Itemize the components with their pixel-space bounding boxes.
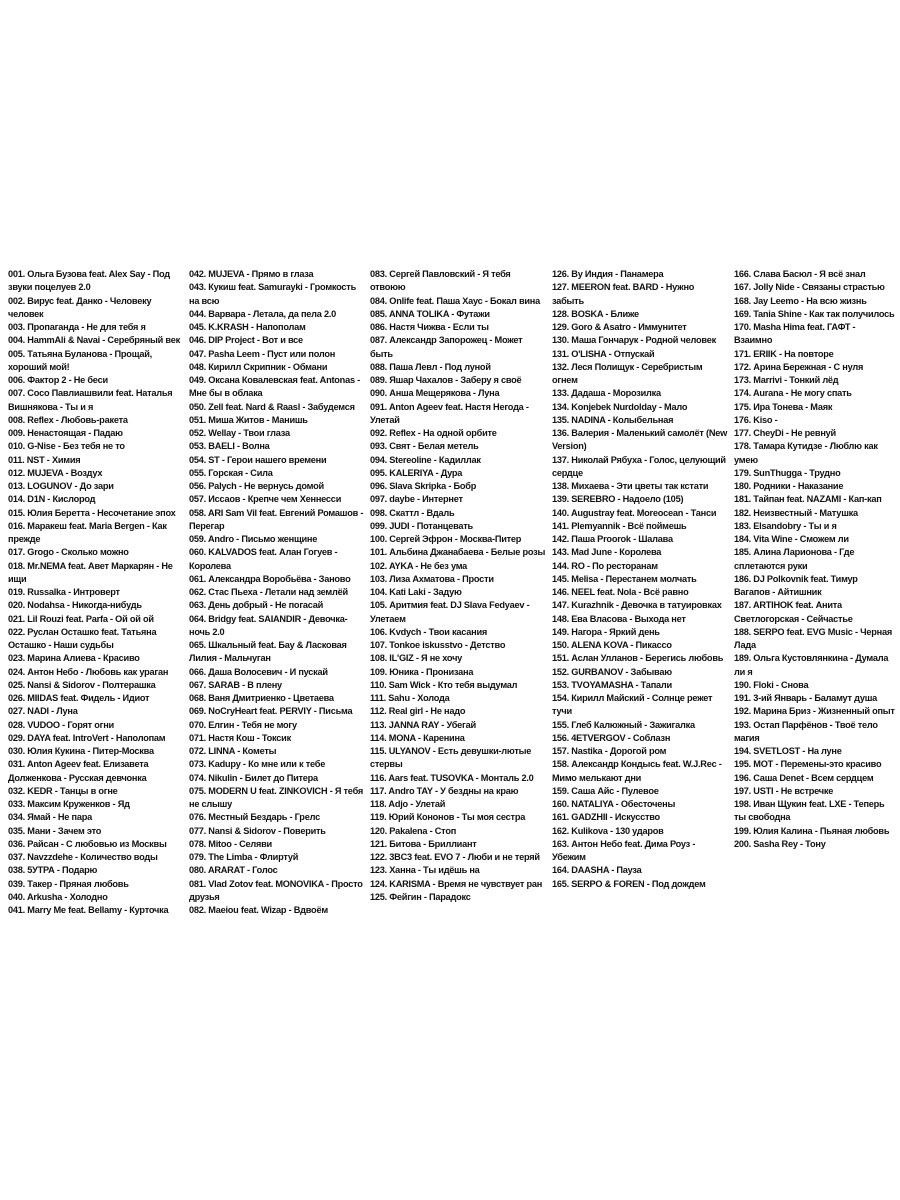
track-item: 174. Aurana - Не могу спать <box>734 388 852 400</box>
track-item: 171. ERIIK - На повторе <box>734 348 834 360</box>
track-item: 036. Райсан - С любовью из Москвы <box>8 838 167 850</box>
track-item: 196. Саша Denet - Всем сердцем <box>734 772 874 784</box>
track-item: 112. Real girl - Не надо <box>370 706 466 718</box>
track-item: 082. Maeiou feat. Wizap - Вдвоём <box>189 905 328 916</box>
track-item: 011. NST - Химия <box>8 454 81 466</box>
track-item: 045. K.KRASH - Напополам <box>189 322 306 333</box>
track-item: 014. D1N - Кислород <box>8 494 96 506</box>
track-item: 091. Anton Ageev feat. Настя Негода - Улетай <box>370 401 529 426</box>
track-item: 185. Алина Ларионова - Где сплетаются руки <box>734 547 855 572</box>
track-item: 141. Plemyannik - Всё поймешь <box>552 520 687 532</box>
track-item: 145. Melisa - Перестанем молчать <box>552 573 697 585</box>
track-item: 085. ANNA TOLIKA - Футажи <box>370 308 490 320</box>
track-item: 187. ARTIHOK feat. Анита Светлогорская - Сейчастье <box>734 600 853 625</box>
track-item: 057. Иссаов - Крепче чем Хеннесси <box>189 494 342 506</box>
track-item: 019. Russalka - Интроверт <box>8 587 120 598</box>
track-item: 199. Юлия Калина - Пьяная любовь <box>734 825 890 837</box>
track-item: 165. SERPO & FOREN - Под дождем <box>552 878 706 890</box>
track-item: 041. Marry Me feat. Bellamy - Курточка <box>8 905 169 916</box>
track-item: 134. Konjebek Nurdolday - Мало <box>552 401 688 413</box>
track-item: 028. VUDOO - Горят огни <box>8 719 114 731</box>
track-item: 010. G-Nise - Без тебя не то <box>8 441 125 453</box>
track-item: 108. IL'GIZ - Я не хочу <box>370 653 463 665</box>
track-item: 013. LOGUNOV - До зари <box>8 481 114 492</box>
track-item: 044. Варвара - Летала, да пела 2.0 <box>189 308 337 320</box>
track-item: 158. Александр Кондысь feat. W.J.Rec - Мимо мелькают дни <box>552 759 722 784</box>
track-item: 191. 3-ий Январь - Баламут душа <box>734 693 878 704</box>
track-item: 164. DAASHA - Пауза <box>552 865 642 877</box>
track-item: 129. Goro & Asatro - Иммунитет <box>552 322 687 333</box>
track-item: 123. Ханна - Ты идёшь на <box>370 865 480 877</box>
track-item: 009. Ненастоящая - Падаю <box>8 428 123 439</box>
track-item: 081. Vlad Zotov feat. MONOVIKA - Просто друзья <box>189 878 363 903</box>
track-item: 142. Паша Proorok - Шалава <box>552 534 673 545</box>
track-item: 060. KALVADOS feat. Алан Гогуев - Королева <box>189 547 338 572</box>
track-item: 059. Andro - Письмо женщине <box>189 534 318 545</box>
track-item: 046. DIP Project - Вот и все <box>189 335 303 347</box>
track-item: 074. Nikulin - Билет до Питера <box>189 772 318 784</box>
tracklist-column-5 <box>734 268 896 936</box>
track-item: 180. Родники - Наказание <box>734 481 844 492</box>
track-item: 146. NEEL feat. Nola - Всё равно <box>552 587 689 598</box>
track-item: 051. Миша Житов - Манишь <box>189 414 308 426</box>
track-item: 094. Stereoline - Кадиллак <box>370 454 481 466</box>
track-item: 054. ST - Герои нашего времени <box>189 454 327 466</box>
track-item: 039. Такер - Пряная любовь <box>8 878 129 890</box>
track-item: 038. 5УТРА - Подарю <box>8 865 98 877</box>
track-item: 198. Иван Щукин feat. LXE - Теперь ты свободна <box>734 799 885 824</box>
track-item: 179. SunThugga - Трудно <box>734 467 841 479</box>
track-item: 176. Kiso - <box>734 414 778 426</box>
track-item: 098. Скаттл - Вдаль <box>370 507 455 519</box>
track-item: 084. Onlife feat. Паша Хаус - Бокал вина <box>370 295 540 307</box>
track-item: 150. ALENA KOVA - Пикассо <box>552 640 672 651</box>
track-item: 052. Wellay - Твои глаза <box>189 428 290 439</box>
track-item: 169. Tania Shine - Как так получилось <box>734 308 895 320</box>
track-item: 048. Кирилл Скрипник - Обмани <box>189 361 328 373</box>
track-item: 015. Юлия Беретта - Несочетание эпох <box>8 507 176 519</box>
track-item: 040. Arkusha - Холодно <box>8 891 108 903</box>
track-item: 087. Александр Запорожец - Может быть <box>370 335 523 360</box>
track-item: 190. Floki - Снова <box>734 679 809 691</box>
track-item: 101. Альбина Джанабаева - Белые розы <box>370 547 546 559</box>
track-item: 017. Grogo - Сколько можно <box>8 547 129 559</box>
track-item: 020. Nodahsa - Никогда-нибудь <box>8 600 142 612</box>
track-item: 025. Nansi & Sidorov - Полтерашка <box>8 679 156 691</box>
track-item: 168. Jay Leemo - На всю жизнь <box>734 295 867 307</box>
track-item: 153. TVOYAMASHA - Тапали <box>552 679 672 691</box>
track-item: 138. Михаева - Эти цветы так кстати <box>552 481 709 492</box>
track-item: 055. Горская - Сила <box>189 467 273 479</box>
track-item: 086. Настя Чижва - Если ты <box>370 322 489 333</box>
track-item: 073. Kadupy - Ко мне или к тебе <box>189 759 326 771</box>
track-item: 118. Adjo - Улетай <box>370 799 446 810</box>
track-item: 065. Шкальный feat. Бау & Ласковая Лилия - Мальчуган <box>189 640 347 665</box>
track-item: 061. Александра Воробьёва - Заново <box>189 573 351 585</box>
track-item: 033. Максим Круженков - Яд <box>8 799 130 810</box>
tracklist-column-2 <box>189 268 365 936</box>
track-item: 067. SARAB - В плену <box>189 679 282 691</box>
track-item: 117. Andro TAY - У бездны на краю <box>370 785 519 797</box>
track-item: 097. daybe - Интернет <box>370 494 463 506</box>
track-item: 156. 4ETVERGOV - Соблазн <box>552 732 671 744</box>
track-item: 006. Фактор 2 - Не беси <box>8 375 108 386</box>
track-item: 072. LINNA - Кометы <box>189 746 277 757</box>
track-item: 100. Сергей Эфрон - Москва-Питер <box>370 534 522 545</box>
track-item: 068. Ваня Дмитриенко - Цветаева <box>189 693 334 704</box>
track-item: 001. Ольга Бузова feat. Alex Say - Под звуки поцелуев 2.0 <box>8 269 170 294</box>
track-item: 132. Леся Полищук - Серебристым огнем <box>552 361 703 386</box>
track-item: 197. USTI - Не встречке <box>734 785 834 797</box>
track-item: 166. Слава Басюл - Я всё знал <box>734 269 866 280</box>
track-item: 021. Lil Rouzi feat. Parfa - Ой ой ой <box>8 613 154 625</box>
track-item: 002. Вирус feat. Данко - Человеку человек <box>8 295 152 320</box>
track-item: 125. Фейгин - Парадокс <box>370 891 471 903</box>
track-item: 050. Zell feat. Nard & Raasl - Забудемся <box>189 401 355 413</box>
track-item: 133. Дадаша - Морозилка <box>552 388 661 400</box>
track-item: 035. Мани - Зачем это <box>8 825 102 837</box>
track-item: 130. Маша Гончарук - Родной человек <box>552 335 716 347</box>
track-item: 076. Местный Бездарь - Грелс <box>189 812 320 824</box>
track-item: 090. Анша Мещерякова - Луна <box>370 388 500 400</box>
track-item: 079. The Limba - Флиртуй <box>189 852 299 863</box>
track-item: 124. KARISMA - Время не чувствует ран <box>370 878 543 890</box>
track-item: 177. CheyDi - Не ревнуй <box>734 428 836 439</box>
track-item: 104. Kati Laki - Задую <box>370 587 462 598</box>
track-item: 056. Palych - Не вернусь домой <box>189 481 324 492</box>
track-item: 042. MUJEVA - Прямо в глаза <box>189 269 314 280</box>
track-item: 163. Антон Небо feat. Дима Роуз - Убежим <box>552 838 696 863</box>
track-item: 154. Кирилл Майский - Солнце режет тучи <box>552 693 713 718</box>
track-item: 088. Паша Левл - Под луной <box>370 361 491 373</box>
track-item: 115. ULYANOV - Есть девушки-лютые стервы <box>370 746 532 771</box>
track-item: 034. Ямай - Не пара <box>8 812 92 824</box>
track-item: 140. Augustray feat. Moreocean - Танси <box>552 507 717 519</box>
track-item: 049. Оксана Ковалевская feat. Antonas - Мне бы в облака <box>189 375 360 400</box>
track-item: 159. Саша Айс - Пулевое <box>552 785 659 797</box>
track-item: 162. Kulikova - 130 ударов <box>552 825 664 837</box>
track-item: 107. Tonkoe iskusstvo - Детство <box>370 640 506 651</box>
track-item: 157. Nastika - Дорогой ром <box>552 746 667 757</box>
track-item: 031. Anton Ageev feat. Елизавета Долженкова - Русская девчонка <box>8 759 149 784</box>
tracklist-column-1 <box>8 268 185 936</box>
track-item: 110. Sam Wick - Кто тебя выдумал <box>370 679 518 691</box>
track-item: 143. Mad June - Королева <box>552 547 662 559</box>
track-item: 122. 3BC3 feat. EVO 7 - Люби и не теряй <box>370 852 540 863</box>
track-item: 066. Даша Волосевич - И пускай <box>189 666 328 678</box>
track-item: 078. Mitoo - Селяви <box>189 838 272 850</box>
track-item: 018. Mr.NEMA feat. Авет Маркарян - Не ищи <box>8 560 173 585</box>
track-item: 069. NoCryHeart feat. PERVIY - Письма <box>189 706 353 718</box>
track-item: 183. Elsandobry - Ты и я <box>734 520 837 532</box>
track-item: 037. Navzzdehe - Количество воды <box>8 852 158 863</box>
track-item: 127. MEERON feat. BARD - Нужно забыть <box>552 282 695 307</box>
track-item: 071. Настя Кош - Токсик <box>189 732 291 744</box>
track-item: 147. Kurazhnik - Девочка в татуировках <box>552 600 722 612</box>
track-item: 128. BOSKA - Ближе <box>552 308 639 320</box>
track-item: 161. GADZHII - Искусство <box>552 812 660 824</box>
track-item: 194. SVETLOST - На луне <box>734 746 842 757</box>
track-item: 023. Марина Алиева - Красиво <box>8 653 140 665</box>
track-item: 024. Антон Небо - Любовь как ураган <box>8 666 169 678</box>
track-item: 126. Ву Индия - Панамера <box>552 269 664 280</box>
track-item: 089. Яшар Чахалов - Заберу я своё <box>370 375 522 386</box>
track-item: 083. Сергей Павловский - Я тебя отвоюю <box>370 269 511 294</box>
track-item: 102. AYKA - Не без ума <box>370 560 468 572</box>
track-item: 063. День добрый - Не погасай <box>189 600 324 612</box>
track-item: 062. Стас Пьеха - Летали над землёй <box>189 587 348 598</box>
track-item: 114. MONA - Каренина <box>370 732 465 744</box>
track-item: 077. Nansi & Sidorov - Поверить <box>189 825 326 837</box>
track-item: 047. Pasha Leem - Пуст или полон <box>189 348 336 360</box>
track-item: 012. MUJEVA - Воздух <box>8 467 103 479</box>
track-item: 135. NADINA - Колыбельная <box>552 414 674 426</box>
track-item: 030. Юлия Кукина - Питер-Москва <box>8 746 154 757</box>
track-item: 075. MODERN U feat. ZINKOVICH - Я тебя не слышу <box>189 785 364 810</box>
track-item: 167. Jolly Nide - Связаны страстью <box>734 282 885 294</box>
track-item: 173. Marrivi - Тонкий лёд <box>734 375 839 386</box>
tracklist-sheet <box>8 268 894 936</box>
track-item: 184. Vita Wine - Сможем ли <box>734 534 849 545</box>
track-item: 007. Coco Павлиашвили feat. Наталья Вишнякова - Ты и я <box>8 388 173 413</box>
track-item: 099. JUDI - Потанцевать <box>370 520 473 532</box>
track-item: 144. RO - По ресторанам <box>552 560 658 572</box>
track-item: 032. KEDR - Танцы в огне <box>8 785 118 797</box>
track-item: 096. Slava Skripka - Бобр <box>370 481 477 492</box>
track-item: 022. Руслан Осташко feat. Татьяна Осташко - Наши судьбы <box>8 626 157 651</box>
track-item: 200. Sasha Rey - Тону <box>734 838 826 850</box>
track-item: 136. Валерия - Маленький самолёт (New Version) <box>552 428 728 453</box>
track-item: 095. KALERIYA - Дура <box>370 467 463 479</box>
track-item: 137. Николай Рябуха - Голос, целующий сердце <box>552 454 726 479</box>
track-item: 093. Свят - Белая метель <box>370 441 479 453</box>
track-item: 064. Bridgy feat. SAIANDIR - Девочка-ночь 2.0 <box>189 613 348 638</box>
track-item: 120. Pakalena - Стоп <box>370 825 457 837</box>
track-item: 186. DJ Polkovnik feat. Тимур Вагапов - Айтишник <box>734 573 858 598</box>
track-item: 105. Аритмия feat. DJ Slava Fedyaev - Улетаем <box>370 600 530 625</box>
track-item: 027. NADI - Луна <box>8 706 78 718</box>
track-item: 103. Лиза Ахматова - Прости <box>370 573 494 585</box>
track-item: 155. Глеб Калюжный - Зажигалка <box>552 719 695 731</box>
track-item: 182. Неизвестный - Матушка <box>734 507 858 519</box>
track-item: 193. Остап Парфёнов - Твоё тело магия <box>734 719 878 744</box>
track-item: 181. Тайпан feat. NAZAMI - Кап-кап <box>734 494 882 506</box>
track-item: 004. HammAli & Navai - Серебряный век <box>8 335 180 347</box>
track-item: 058. ARI Sam Vil feat. Евгений Ромашов - Перегар <box>189 507 364 532</box>
track-item: 152. GURBANOV - Забываю <box>552 666 672 678</box>
track-item: 195. MOT - Перемены-это красиво <box>734 759 882 771</box>
track-item: 106. Kvdych - Твои касания <box>370 626 488 638</box>
track-item: 016. Маракеш feat. Maria Bergen - Как прежде <box>8 520 167 545</box>
track-item: 080. ARARAT - Голос <box>189 865 278 877</box>
track-item: 053. BAELI - Волна <box>189 441 270 453</box>
track-item: 111. Sahu - Холода <box>370 693 450 704</box>
track-item: 172. Арина Бережная - С нуля <box>734 361 864 373</box>
track-item: 119. Юрий Кононов - Ты моя сестра <box>370 812 526 824</box>
track-item: 026. MIIDAS feat. Фидель - Идиот <box>8 693 150 704</box>
track-item: 149. Нагора - Яркий день <box>552 626 660 638</box>
track-item: 178. Тамара Кутидзе - Люблю как умею <box>734 441 878 466</box>
track-item: 188. SERPO feat. EVG Music - Черная Лада <box>734 626 892 651</box>
track-item: 175. Ира Тонева - Маяк <box>734 401 833 413</box>
track-item: 192. Марина Бриз - Жизненный опыт <box>734 706 895 718</box>
track-item: 170. Masha Hima feat. ГАФТ - Взаимно <box>734 322 856 347</box>
track-item: 003. Пропаганда - Не для тебя я <box>8 322 146 333</box>
track-item: 131. О'LISHA - Отпускай <box>552 348 655 360</box>
track-item: 113. JANNA RAY - Убегай <box>370 719 476 731</box>
track-item: 029. DAYA feat. IntroVert - Наполопам <box>8 732 166 744</box>
track-item: 139. SEREBRO - Надоело (105) <box>552 494 684 506</box>
track-item: 109. Юника - Пронизана <box>370 666 474 678</box>
track-item: 121. Битова - Бриллиант <box>370 838 477 850</box>
tracklist-column-3 <box>370 268 546 936</box>
track-item: 116. Aars feat. TUSOVKA - Монталь 2.0 <box>370 772 534 784</box>
track-item: 189. Ольга Кустовлянкина - Думала ли я <box>734 653 889 678</box>
track-item: 005. Татьяна Буланова - Прощай, хороший мой! <box>8 348 152 373</box>
track-item: 008. Reflex - Любовь-ракета <box>8 414 128 426</box>
tracklist-column-4 <box>552 268 728 936</box>
track-item: 148. Ева Власова - Выхода нет <box>552 613 686 625</box>
track-item: 160. NATALIYA - Обесточены <box>552 799 676 810</box>
track-item: 070. Елгин - Тебя не могу <box>189 719 297 731</box>
track-item: 043. Кукиш feat. Samurayki - Громкость на всю <box>189 282 356 307</box>
track-item: 092. Reflex - На одной орбите <box>370 428 497 439</box>
track-item: 151. Аслан Улланов - Берегись любовь <box>552 653 724 665</box>
